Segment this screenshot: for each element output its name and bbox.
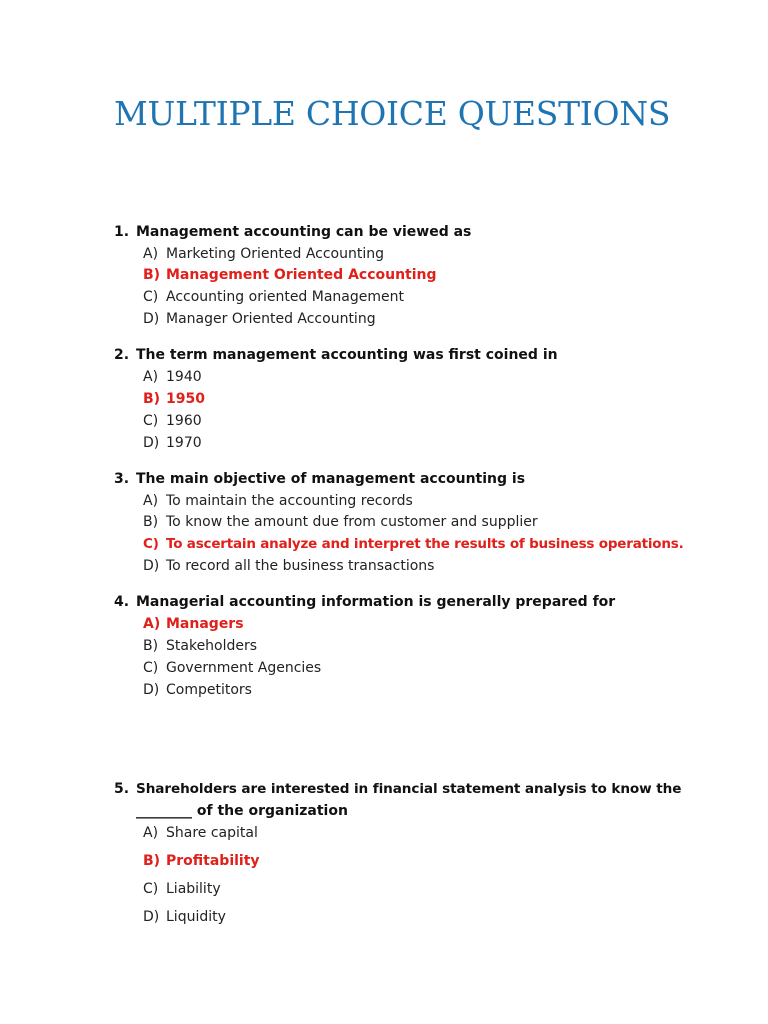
option-letter: A) bbox=[143, 825, 159, 841]
option-b bbox=[143, 635, 257, 657]
option-text: 1970 bbox=[166, 435, 202, 451]
option-letter: C) bbox=[143, 413, 159, 429]
page-title: MULTIPLE CHOICE QUESTIONS bbox=[114, 94, 671, 133]
question-number: 1. bbox=[114, 224, 130, 240]
option-text: Accounting oriented Management bbox=[166, 289, 404, 305]
option-b-correct bbox=[143, 388, 205, 410]
option-text: To know the amount due from customer and supplier bbox=[166, 514, 538, 530]
option-letter: B) bbox=[143, 267, 161, 283]
option-letter: D) bbox=[143, 682, 160, 698]
option-text: Competitors bbox=[166, 682, 252, 698]
option-a bbox=[143, 366, 202, 388]
option-b-correct bbox=[143, 264, 437, 286]
option-d bbox=[143, 679, 252, 701]
option-c bbox=[143, 657, 321, 679]
option-a bbox=[143, 243, 384, 265]
option-d bbox=[143, 906, 226, 928]
option-d bbox=[143, 308, 376, 330]
option-text: 1940 bbox=[166, 369, 202, 385]
option-letter: A) bbox=[143, 616, 161, 632]
option-letter: B) bbox=[143, 853, 161, 869]
option-letter: B) bbox=[143, 514, 159, 530]
option-text: 1950 bbox=[166, 391, 205, 407]
option-c bbox=[143, 410, 202, 432]
question-text: Managerial accounting information is generally prepared for bbox=[136, 594, 616, 610]
question-text: Shareholders are interested in financial statement analysis to know the bbox=[136, 781, 682, 797]
option-d bbox=[143, 432, 202, 454]
option-letter: D) bbox=[143, 435, 160, 451]
option-text: Liquidity bbox=[166, 909, 226, 925]
option-d bbox=[143, 555, 434, 577]
option-c bbox=[143, 878, 221, 900]
option-letter: C) bbox=[143, 289, 159, 305]
option-text: Government Agencies bbox=[166, 660, 322, 676]
question-text: Management accounting can be viewed as bbox=[136, 224, 472, 240]
option-a bbox=[143, 490, 413, 512]
option-text: Profitability bbox=[166, 853, 260, 869]
option-letter: C) bbox=[143, 881, 159, 897]
question-text-line-2: ________ of the organization bbox=[136, 803, 348, 819]
option-text: Manager Oriented Accounting bbox=[166, 311, 376, 327]
option-letter: A) bbox=[143, 493, 159, 509]
question-number: 3. bbox=[114, 471, 130, 487]
option-letter: C) bbox=[143, 660, 159, 676]
option-text: Management Oriented Accounting bbox=[166, 267, 437, 283]
question-text: The main objective of management accounting is bbox=[136, 471, 526, 487]
option-text: Marketing Oriented Accounting bbox=[166, 246, 384, 262]
option-text: To record all the business transactions bbox=[166, 558, 435, 574]
question-text: The term management accounting was first coined in bbox=[136, 347, 558, 363]
option-a bbox=[143, 822, 258, 844]
option-text: Stakeholders bbox=[166, 638, 258, 654]
option-letter: D) bbox=[143, 558, 160, 574]
option-c-correct bbox=[143, 533, 684, 555]
option-b bbox=[143, 511, 538, 533]
option-letter: A) bbox=[143, 246, 159, 262]
question-number: 2. bbox=[114, 347, 130, 363]
option-letter: D) bbox=[143, 311, 160, 327]
option-text: Share capital bbox=[166, 825, 258, 841]
option-letter: B) bbox=[143, 391, 161, 407]
option-text: Liability bbox=[166, 881, 221, 897]
option-text: Managers bbox=[166, 616, 244, 632]
option-text: To maintain the accounting records bbox=[166, 493, 413, 509]
question-number: 5. bbox=[114, 781, 130, 797]
option-text: To ascertain analyze and interpret the results of business operations. bbox=[166, 536, 684, 552]
option-c bbox=[143, 286, 404, 308]
option-a-correct bbox=[143, 613, 244, 635]
option-letter: C) bbox=[143, 536, 159, 552]
option-b-correct bbox=[143, 850, 260, 872]
option-letter: B) bbox=[143, 638, 159, 654]
option-letter: D) bbox=[143, 909, 160, 925]
question-number: 4. bbox=[114, 594, 130, 610]
option-text: 1960 bbox=[166, 413, 202, 429]
option-letter: A) bbox=[143, 369, 159, 385]
